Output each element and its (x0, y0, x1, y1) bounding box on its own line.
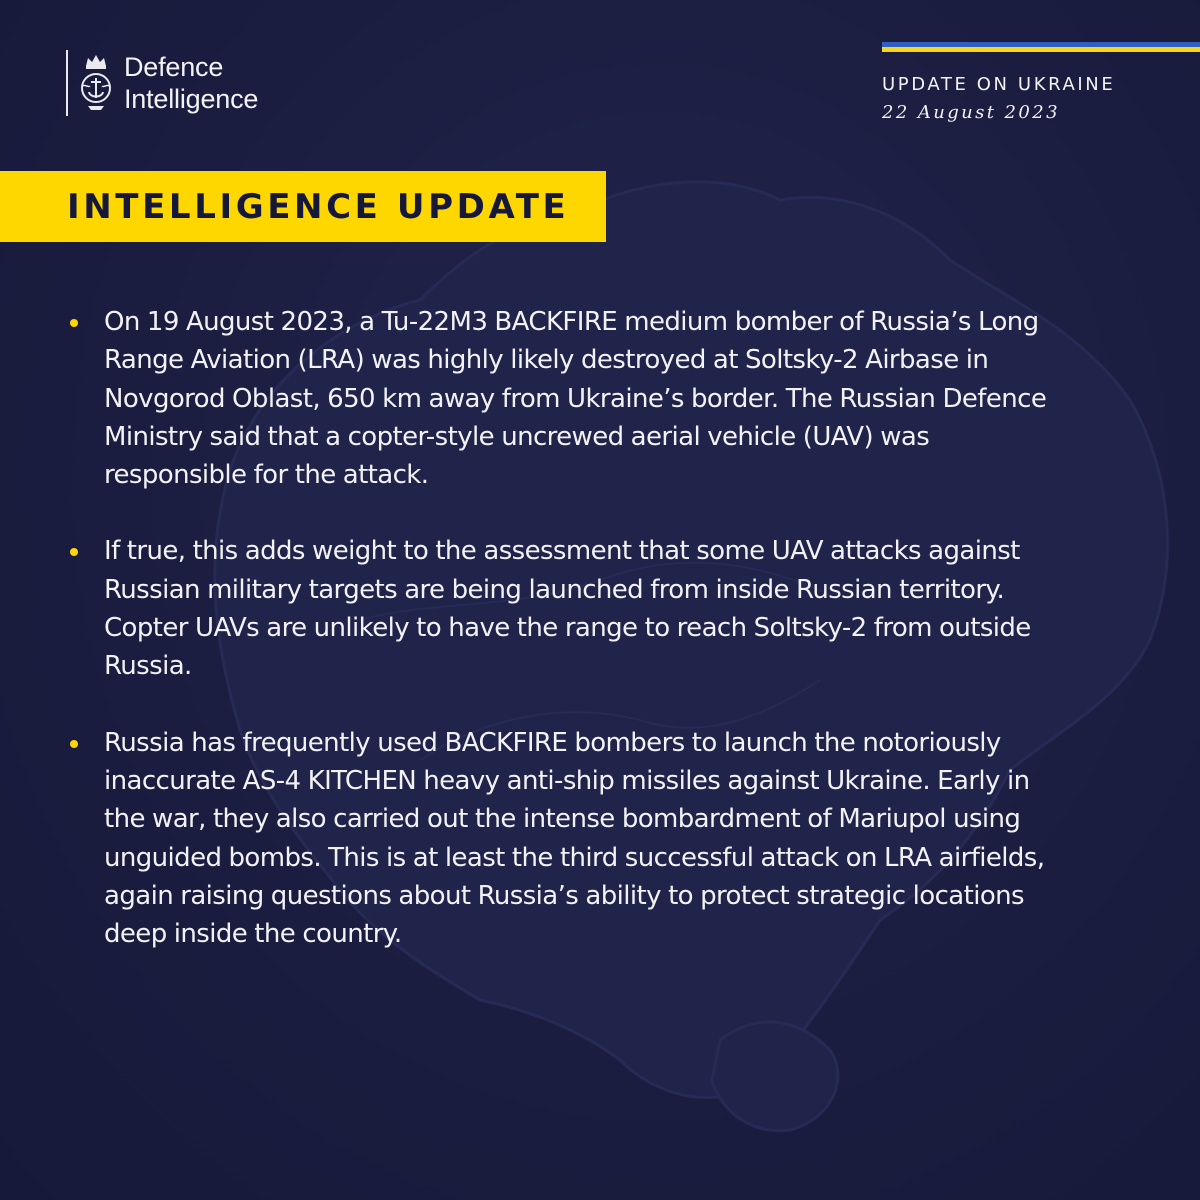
update-date: 22 August 2023 (882, 102, 1060, 123)
banner-label: INTELLIGENCE UPDATE (67, 186, 570, 227)
bullet-dot-icon (70, 548, 78, 556)
flag-yellow-band (882, 47, 1200, 52)
bullet-text: If true, this adds weight to the assessment that some UAV attacks against Russian military targets are being launched from inside Russian territory. Copter UAVs are unlikely to have the range to reach Soltsky-2 from outside Russia. (104, 536, 1031, 682)
bullet-dot-icon (70, 740, 78, 748)
crest-icon (76, 50, 116, 116)
intelligence-update-banner (0, 171, 606, 242)
bullet-item (68, 724, 1068, 954)
bullet-item (68, 532, 1068, 685)
bullet-text: On 19 August 2023, a Tu-22M3 BACKFIRE medium bomber of Russia’s Long Range Aviation (LRA) was highly likely destroyed at Soltsky-2 Airbase in Novgorod Oblast, 650 km away from Ukraine’s border. The Russian Defence Ministry said that a copter-style uncrewed aerial vehicle (UAV) was responsible for the attack. (104, 307, 1047, 491)
defence-intelligence-logo (66, 50, 258, 116)
logo-divider (66, 50, 68, 116)
update-title: UPDATE ON UKRAINE (882, 74, 1116, 95)
bullet-text: Russia has frequently used BACKFIRE bombers to launch the notoriously inaccurate AS-4 KITCHEN heavy anti-ship missiles against Ukraine. Early in the war, they also carried out the intense bombardment of Mariupol using unguided bombs. This is at least the third successful attack on LRA airfields, again raising questions about Russia’s ability to protect strategic locations deep inside the country. (104, 727, 1045, 950)
logo-line-2: Intelligence (124, 84, 259, 114)
bullet-dot-icon (70, 319, 78, 327)
ukraine-flag-stripe (882, 42, 1200, 52)
bullet-list (68, 303, 1068, 991)
logo-wordmark (124, 51, 258, 115)
logo-line-1: Defence (124, 52, 224, 82)
bullet-item (68, 303, 1068, 494)
